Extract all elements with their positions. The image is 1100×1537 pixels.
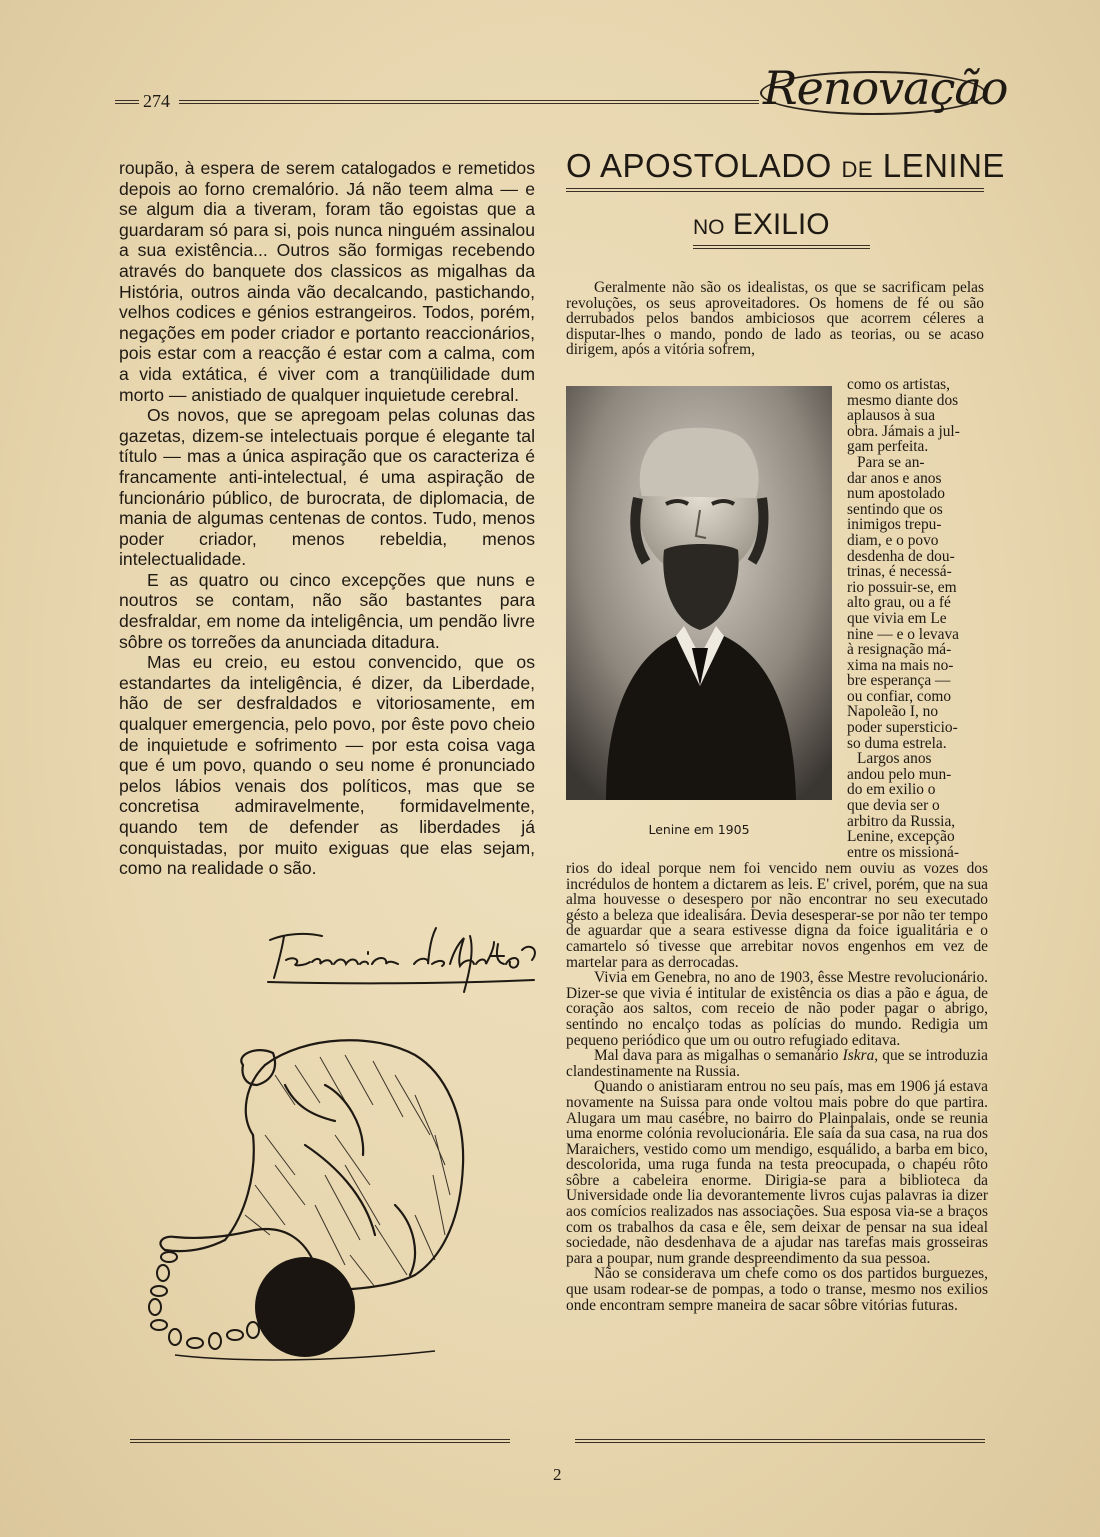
narrow-line: sentindo que os: [847, 500, 943, 518]
body-paragraph: Não se considerava um chefe como os dos partidos burguezes, que usam rodear-se de pompas, a todo o transe, mesmo nos exilios onde encontram sempre maneira de sacar sôbre vitórias futuras.: [566, 1265, 988, 1314]
left-paragraph: Mas eu creio, eu estou convencido, que os estandartes da inteligência, é dizer, da Liberdade, hão de ser desfraldados e vitoriosamente, em qualquer emergencia, pelo povo, por êste povo cheio de inquietude e sofrimento — por esta coisa vaga que é um povo, quando o seu nome é pronunciado pelos lábios venais dos políticos, mas que se concretisa admiravelmente, formidavelmente, quando tem de defender as liberdades já conquistadas, por muito exiguas que elas sejam, como na realidade o são.: [119, 652, 535, 879]
header-rule: [179, 100, 759, 104]
narrow-line: Largos anos: [857, 750, 932, 768]
article-body: [566, 861, 988, 1313]
narrow-line: Para se an-: [857, 453, 925, 471]
narrow-line: num apostolado: [847, 485, 945, 503]
title-preposition: NO: [693, 216, 725, 239]
chained-figure-illustration: [145, 1025, 525, 1370]
left-paragraph: E as quatro ou cinco excepções que nuns e noutros se contam, não são bastantes para desfraldar, em nome da inteligência, um pendão livre sôbre os torreões da anunciada ditadura.: [119, 569, 535, 652]
narrow-line: andou pelo mun-: [847, 765, 952, 783]
body-paragraph: rios do ideal porque nem foi vencido nem ouviu as vozes dos incrédulos de hontem a dictarem as leis. E' crivel, porém, que na sua alma houvesse o desespero por não encontrar no seu executado gésto a beleza que idealisára. Devia desesperar-se por não ter tempo de aguardar que a seara estivesse digna da foice igualitária e o camartelo só tivesse que arrebitar novos engenhos em vez de martelar para as derrocadas.: [566, 860, 988, 971]
article-narrow-column: [847, 377, 987, 860]
narrow-line: obra. Jámais a jul-: [847, 422, 960, 440]
narrow-line: xima na mais no-: [847, 656, 954, 674]
narrow-line: dar anos e anos: [847, 469, 942, 487]
title-text: O APOSTOLADO: [566, 147, 842, 184]
article-intro: [566, 280, 984, 358]
narrow-line: so duma estrela.: [847, 734, 947, 752]
narrow-line: mesmo diante dos: [847, 391, 959, 409]
narrow-line: alto grau, ou a fé: [847, 594, 951, 612]
narrow-line: do em exilio o: [847, 781, 936, 799]
photo-caption: Lenine em 1905: [648, 822, 750, 837]
narrow-line: gam perfeita.: [847, 438, 929, 456]
narrow-line: Lenine, excepção: [847, 828, 955, 846]
narrow-line: que devia ser o: [847, 797, 940, 815]
footer-rule-right: [575, 1439, 985, 1443]
body-paragraph: [566, 1048, 988, 1079]
title-text: LENINE: [873, 147, 1005, 184]
sheet-number: 2: [553, 1465, 562, 1484]
body-paragraph: Vivia em Genebra, no ano de 1903, êsse Mestre revolucionário. Dizer-se que vivia é intitular de existência os dias a pão e água, de coração aos saltos, com receio de não poder pagar o abrigo, sentindo no encalço todas as polícias do mundo. Redigia um pequeno periódico que um ou outro refugiado editava.: [566, 969, 988, 1049]
magazine-logo: Renovação: [763, 61, 1008, 115]
header-rule-left: [115, 100, 139, 104]
narrow-line: poder supersticio-: [847, 719, 958, 737]
narrow-line: trinas, é necessá-: [847, 563, 952, 581]
iskra-text-after: , que se introduzia clandestinamente na Russia.: [566, 1047, 988, 1080]
iskra-title: Iskra: [842, 1047, 875, 1065]
left-column: [119, 158, 535, 879]
lenin-portrait-photo: [566, 386, 832, 800]
iskra-text-before: Mal dava para as migalhas o semanário: [594, 1047, 843, 1065]
footer-rule-left: [130, 1439, 510, 1443]
narrow-line: Napoleão I, no: [847, 703, 939, 721]
title-rule: [566, 188, 984, 192]
title-preposition: DE: [841, 157, 874, 182]
narrow-line: que vivia em Le: [847, 609, 947, 627]
article-title-line2: [693, 208, 830, 242]
page-number: 274: [143, 91, 170, 111]
page-header: [115, 55, 1008, 125]
narrow-line: como os artistas,: [847, 376, 951, 393]
narrow-line: diam, e o povo: [847, 531, 939, 549]
title-underline: [693, 245, 870, 249]
narrow-line: nine — e o levava: [847, 625, 959, 643]
narrow-line: ou confiar, como: [847, 687, 952, 705]
narrow-line: à resignação má-: [847, 641, 952, 659]
narrow-line: rio possuir-se, em: [847, 578, 957, 596]
title-text: EXILIO: [724, 208, 830, 241]
narrow-line: aplausos à sua: [847, 407, 936, 425]
left-paragraph: Os novos, que se apregoam pelas colunas das gazetas, dizem-se intelectuais porque é elegante tal título — mas a única aspiração que os caracteriza é francamente anti-intelectual, é uma aspiração de funcionário público, de burocrata, de diplomacia, de mania de algumas centenas de contos. Tudo, menos poder criador, menos rebeldia, menos intelectualidade.: [119, 405, 535, 570]
narrow-line: desdenha de dou-: [847, 547, 955, 565]
left-paragraph: roupão, à espera de serem catalogados e remetidos depois ao forno cremalório. Já não teem alma — e se algum dia a tiveram, foram tão egoistas que a guardaram só para si, pois nunca ninguém assinalou a sua existência... Outros são formigas recebendo através do banquete dos classicos as migalhas da História, outros ainda vão decalcando, pastichando, velhos codices e génios estrangeiros. Todos, porém, negações em poder criador e portanto reaccionários, pois estar com a reacção é estar com a calma, com a vida extática, é viver com a tranqüilidade dum morto — anistiado de qualquer inquietude cerebral.: [119, 158, 535, 405]
narrow-line: entre os missioná-: [847, 843, 959, 861]
narrow-line: bre esperança —: [847, 672, 951, 690]
author-signature: [264, 920, 544, 1000]
body-paragraph: Quando o anistiaram entrou no seu país, mas em 1906 já estava novamente na Suissa para onde voltou mais pobre do que partira. Alugara um mau casébre, no bairro do Plainpalais, onde se reunia uma enorme colónia revolucionária. Ele saía da sua casa, na rua dos Maraichers, vestido como um mendigo, esquálido, a barba em bico, descolorida, uma ruga funda na testa preocupada, o chapéu rôto sôbre a cabeleira enorme. Dirigia-se para a biblioteca da Universidade onde lia devorantemente livros cujas palavras ia dizer aos comícios realizados nas associações. Sua esposa via-se a braços com os trabalhos da casa e êle, sem deixar de pensar na sua ideal sociedade, não desdenhava de a ajudar nas tarefas mais grosseiras para a poupar, num grande despreendimento da sua pessoa.: [566, 1078, 988, 1267]
intro-paragraph: Geralmente não são os idealistas, os que se sacrificam pelas revoluções, os seus aproveitadores. Os homens de fé ou são derrubados pelos bandos ambiciosos que acorrem céleres a disputar-lhes o mando, pondo de lado as teorias, ou se acaso dirigem, após a vitória sofrem,: [566, 279, 984, 359]
narrow-line: arbitro da Russia,: [847, 812, 956, 830]
article-title-line1: [566, 147, 1005, 185]
narrow-line: inimigos trepu-: [847, 516, 942, 534]
